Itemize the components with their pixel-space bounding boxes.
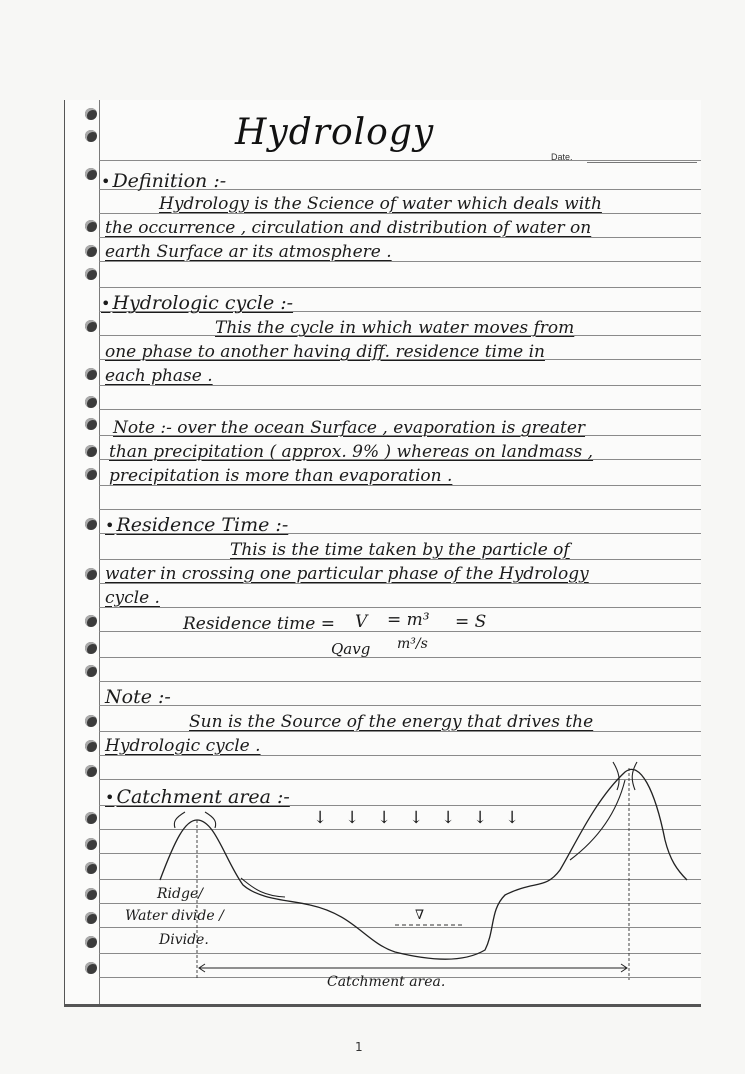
bullet-icon: • [105,788,115,807]
formula-lhs: Residence time = [183,614,335,634]
bullet-icon: • [101,172,111,191]
residence-time-line-3: cycle . [105,588,160,608]
rain-arrow: ↓ [313,808,328,828]
note2-line-1: Sun is the Source of the energy that drives the [189,712,594,732]
formula-units-denominator: m³/s [397,636,428,652]
ridge-arrow-left [174,812,185,828]
rain-arrow: ↓ [441,808,456,828]
residence-time-line-1: This is the time taken by the particle of [230,540,570,560]
runoff-arrow-right [570,780,625,860]
peak-arrow-left [613,762,619,790]
date-label: Date. [551,152,573,162]
definition-line-1: Hydrology is the Science of water which deals with [159,194,602,214]
page-title: Hydrology [235,112,435,153]
bullet-icon: • [105,516,115,535]
hydrologic-cycle-line-1: This the cycle in which water moves from [215,318,575,338]
rain-arrow: ↓ [409,808,424,828]
note2-line-2: Hydrologic cycle . [105,736,261,756]
formula-result: = S [455,612,487,632]
bullet-icon: • [101,294,111,313]
definition-line-2: the occurrence , circulation and distribution of water on [105,218,592,238]
note1-line-2: than precipitation ( approx. 9% ) whereas on landmass , [109,442,594,462]
formula-denominator: Qavg [331,640,371,658]
water-symbol-icon: ∇ [415,908,425,923]
ridge-arrow-right [205,812,216,828]
residence-time-line-2: water in crossing one particular phase of the Hydrology [105,564,589,584]
definition-line-3: earth Surface ar its atmosphere . [105,242,392,262]
label-divide: Divide. [159,932,209,948]
rain-arrow: ↓ [505,808,520,828]
note1-line-3: precipitation is more than evaporation . [109,466,453,486]
hydrologic-cycle-line-2: one phase to another having diff. residence time in [105,342,545,362]
note2-heading: Note :- [105,686,171,708]
page-number: 1 [355,1040,363,1054]
rain-arrow: ↓ [377,808,392,828]
label-catchment-area: Catchment area. [327,974,446,990]
label-ridge: Ridge/ [157,886,203,902]
label-water-divide: Water divide / [125,908,224,924]
runoff-arrow-left [241,878,285,897]
notebook-page [64,100,701,1007]
formula-units-numerator: = m³ [387,610,430,630]
hydrologic-cycle-line-3: each phase . [105,366,213,386]
catchment-profile [160,769,687,959]
note1-line-1: Note :- over the ocean Surface , evaporation is greater [113,418,586,438]
peak-arrow-right [632,762,637,790]
catchment-heading: • Catchment area :- [105,786,290,808]
rain-arrow: ↓ [473,808,488,828]
rain-arrow: ↓ [345,808,360,828]
catchment-diagram [65,100,701,1004]
definition-heading: • Definition :- [101,170,227,192]
formula-numerator: V [355,612,368,632]
hydrologic-cycle-heading: • Hydrologic cycle :- [101,292,294,314]
residence-time-heading: • Residence Time :- [105,514,289,536]
